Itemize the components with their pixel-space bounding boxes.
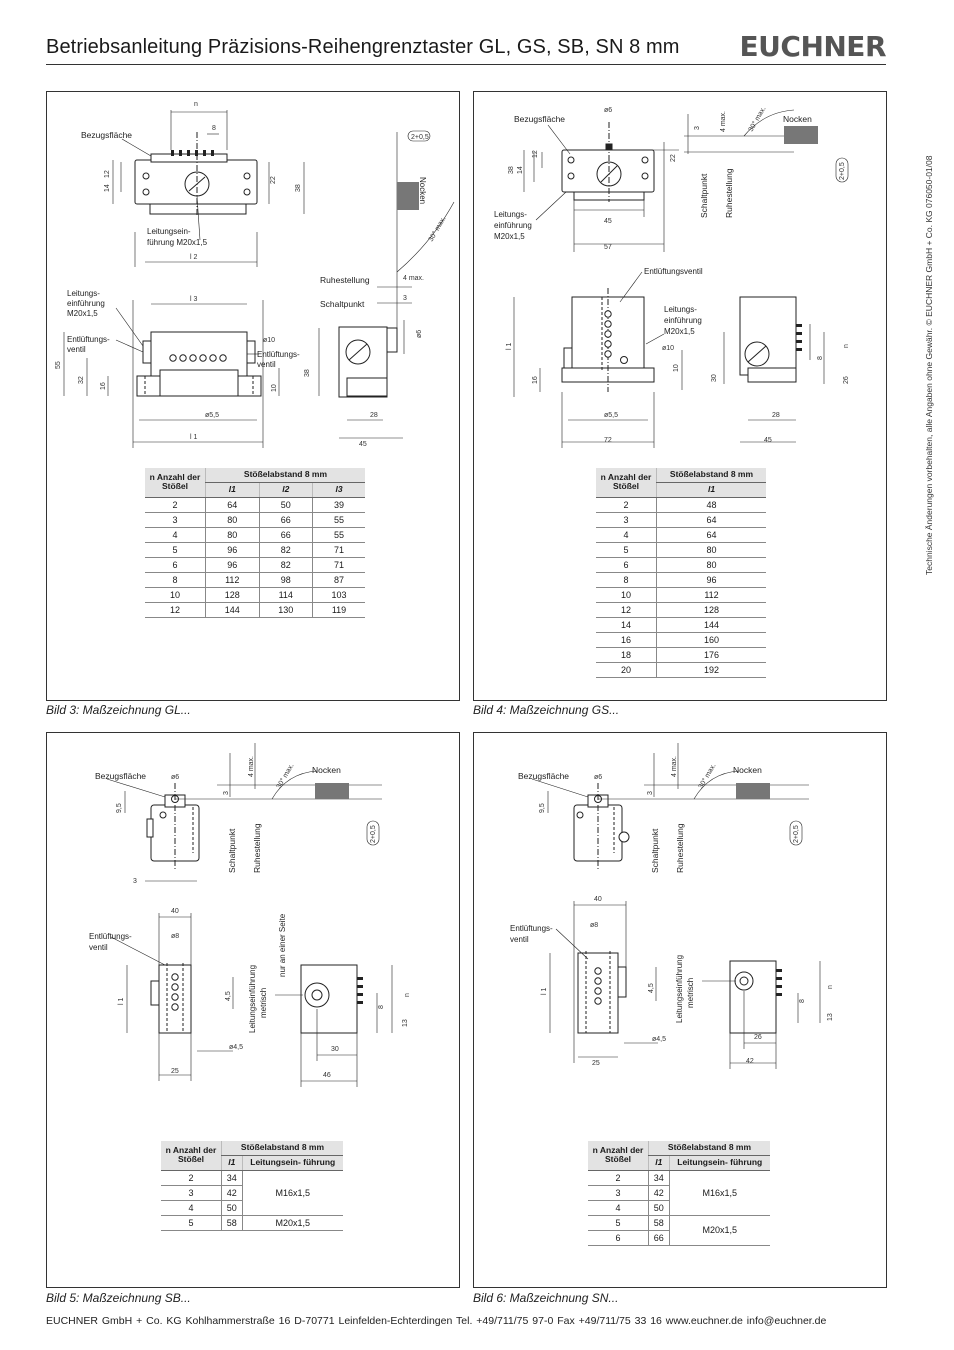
sn-label-leitung1: Leitungseinführung [675, 954, 684, 1023]
gs-label-entl: Entlüftungsventil [644, 267, 703, 276]
drawing-sn [474, 733, 886, 1133]
table-row [596, 527, 766, 542]
gl-dim-3: 3 [403, 295, 407, 302]
gs-label-nocken: Nocken [783, 114, 812, 124]
sb-dim-40: 40 [171, 908, 179, 915]
gl-th-l3: l3 [313, 482, 365, 497]
cell: 4 [596, 527, 657, 542]
sn-dim-13: 13 [827, 1013, 834, 1021]
gl-dim-30: 30° max. [427, 215, 448, 243]
cell: 2 [161, 1170, 222, 1185]
brand-logo: EUCHNER [739, 30, 886, 63]
gl-label-ruhestellung: Ruhestellung [320, 275, 370, 285]
table-row [596, 557, 766, 572]
cell: 128 [206, 587, 260, 602]
table-row [145, 557, 365, 572]
cell: 71 [313, 557, 365, 572]
cell: 64 [657, 512, 767, 527]
cell: 64 [657, 527, 767, 542]
cell: 80 [206, 527, 260, 542]
cell: 50 [259, 497, 313, 512]
cell: M20x1,5 [242, 1215, 343, 1230]
gl-dim-8: 8 [212, 125, 216, 132]
cell: 10 [596, 587, 657, 602]
sb-dim-46: 46 [323, 1072, 331, 1079]
cell: 18 [596, 647, 657, 662]
sb-th-l1: l1 [222, 1155, 243, 1170]
gs-dim-30: 30° max. [747, 105, 768, 133]
cell: 58 [222, 1215, 243, 1230]
gl-label-leitung1: Leitungsein- [147, 227, 191, 236]
sb-label-nocken: Nocken [312, 765, 341, 775]
table-row [145, 527, 365, 542]
cell: 82 [259, 542, 313, 557]
gs-dim-28: 28 [772, 412, 780, 419]
gs-label-ruhestellung: Ruhestellung [724, 168, 734, 218]
cell: 48 [657, 497, 767, 512]
cell: 87 [313, 572, 365, 587]
gl-dim-45: 45 [359, 441, 367, 448]
table-row [161, 1215, 343, 1230]
sn-dim-25: 25 [592, 1060, 600, 1067]
cell: M16x1,5 [669, 1170, 770, 1215]
sn-dim-40: 40 [594, 896, 602, 903]
sb-dim-4: 4 max. [248, 755, 255, 777]
gl-label-entl2a: Entlüftungs- [257, 350, 300, 359]
sn-dim-30: 30° max. [697, 762, 718, 790]
table-row [596, 587, 766, 602]
sb-dim-4-5: 4,5 [225, 991, 232, 1001]
gl-th-l1: l1 [206, 482, 260, 497]
cell: 34 [649, 1170, 670, 1185]
figure-sn [473, 732, 887, 1288]
cell: 8 [145, 572, 206, 587]
gl-label-leitung2a: Leitungs- [67, 289, 100, 298]
page-title: Betriebsanleitung Präzisions-Reihengrenztaster GL, GS, SB, SN 8 mm [46, 36, 680, 58]
cell: 5 [596, 542, 657, 557]
gs-label-leitung2a: Leitungs- [664, 305, 697, 314]
gs-dim-22: 22 [670, 154, 677, 162]
sb-label-leitung2: metrisch [259, 987, 268, 1018]
gs-dim-38: 38 [508, 166, 515, 174]
gl-dim-38: 38 [295, 184, 302, 192]
table-row [596, 572, 766, 587]
cell: 20 [596, 662, 657, 677]
gl-dim-14: 14 [104, 184, 111, 192]
sn-label-leitung2: metrisch [686, 977, 695, 1008]
sb-dim-8: ø8 [171, 933, 180, 940]
sn-side-body [730, 961, 776, 1033]
gs-dim-l1: l 1 [506, 342, 513, 350]
cell: 3 [596, 512, 657, 527]
cell: 6 [145, 557, 206, 572]
cell: 55 [313, 527, 365, 542]
cell: 2 [596, 497, 657, 512]
cell: 50 [649, 1200, 670, 1215]
cell: 160 [657, 632, 767, 647]
gs-label-leitung2c: M20x1,5 [664, 327, 695, 336]
caption-gl: Bild 3: Maßzeichnung GL... [46, 703, 191, 717]
table-row [145, 572, 365, 587]
drawing-sb [47, 733, 459, 1133]
gs-dim-12: 12 [532, 150, 539, 158]
cell: 80 [657, 557, 767, 572]
gs-dim-45b: 45 [764, 437, 772, 444]
table-row [596, 617, 766, 632]
sb-dim-4-5b: ø4,5 [229, 1044, 244, 1051]
sn-th-l1: l1 [649, 1155, 670, 1170]
caption-sb: Bild 5: Maßzeichnung SB... [46, 1291, 191, 1305]
sn-dim-3: 3 [647, 791, 654, 795]
cell: 192 [657, 662, 767, 677]
sb-dim-3: 3 [223, 791, 230, 795]
table-row [596, 647, 766, 662]
cell: 39 [313, 497, 365, 512]
sn-th-n: n Anzahl der Stößel [588, 1141, 649, 1170]
table-row [596, 497, 766, 512]
table-row [596, 542, 766, 557]
gl-spec-table [145, 468, 365, 618]
sn-dim-42: 42 [746, 1058, 754, 1065]
gs-th-n: n Anzahl der Stößel [596, 468, 657, 497]
cell: 144 [206, 602, 260, 617]
sb-dim-6: ø6 [171, 774, 180, 781]
gl-dim-n: n [194, 101, 198, 108]
cell: 58 [649, 1215, 670, 1230]
gs-dim-3: 3 [694, 126, 701, 130]
gl-th-l2: l2 [259, 482, 313, 497]
cell: 128 [657, 602, 767, 617]
figure-sb [46, 732, 460, 1288]
sn-dim-9-5: 9,5 [539, 803, 546, 813]
cell: M20x1,5 [669, 1215, 770, 1245]
cell: 112 [657, 587, 767, 602]
gl-label-entl1a: Entlüftungs- [67, 335, 110, 344]
gs-label-bezugsflaeche: Bezugsfläche [514, 114, 566, 124]
gs-cam [784, 126, 818, 144]
sn-dim-l1: l 1 [541, 987, 548, 995]
sn-label-entl1: Entlüftungs- [510, 924, 553, 933]
cell: 8 [596, 572, 657, 587]
gs-dim-16: 16 [532, 376, 539, 384]
table-row [145, 542, 365, 557]
side-note [922, 95, 936, 575]
gl-dim-tol: 2+0,5 [411, 134, 429, 141]
sb-dim-30b: 30 [331, 1046, 339, 1053]
gl-th-group: Stößelabstand 8 mm [206, 468, 366, 482]
sb-dim-tol: 2+0,5 [370, 825, 377, 843]
gs-dim-8: 8 [817, 356, 824, 360]
cell: 119 [313, 602, 365, 617]
gs-dim-5-5: ø5,5 [604, 412, 619, 419]
sb-label-leitung1: Leitungseinführung [248, 964, 257, 1033]
cell: 144 [657, 617, 767, 632]
sn-label-ruhestellung: Ruhestellung [675, 823, 685, 873]
sb-dim-9-5: 9,5 [116, 803, 123, 813]
gl-dim-6: ø6 [416, 329, 423, 338]
header-divider [46, 64, 886, 65]
gs-dim-tol: 2+0,5 [839, 162, 846, 180]
cell: 96 [206, 542, 260, 557]
sb-label-schaltpunkt: Schaltpunkt [227, 828, 237, 873]
sb-dim-8b: 8 [378, 1005, 385, 1009]
sb-dim-30: 30° max. [275, 762, 296, 790]
cell: 80 [206, 512, 260, 527]
figure-gs [473, 91, 887, 701]
gl-dim-5-5: ø5,5 [205, 412, 220, 419]
gl-dim-55: 55 [55, 361, 62, 369]
sb-label-bezugsflaeche: Bezugsfläche [95, 771, 147, 781]
sn-th-le: Leitungsein- führung [669, 1155, 770, 1170]
sn-spec-table [588, 1141, 770, 1246]
gl-th-n: n Anzahl der Stößel [145, 468, 206, 497]
table-row [145, 512, 365, 527]
sb-dim-13: 13 [402, 1019, 409, 1027]
sb-spec-table [161, 1141, 343, 1231]
cell: 16 [596, 632, 657, 647]
gs-dim-57: 57 [604, 244, 612, 251]
sb-label-nur: nur an einer Seite [278, 913, 287, 977]
table-row [145, 497, 365, 512]
gl-dim-28: 28 [370, 412, 378, 419]
sb-th-le: Leitungsein- führung [242, 1155, 343, 1170]
cell: 4 [145, 527, 206, 542]
gs-label-leitung2b: einführung [664, 316, 702, 325]
cell: 4 [588, 1200, 649, 1215]
gs-dim-10: 10 [673, 364, 680, 372]
cell: 66 [649, 1230, 670, 1245]
sb-label-ruhestellung: Ruhestellung [252, 823, 262, 873]
gl-dim-4: 4 max. [403, 275, 425, 282]
gl-label-bezugsflaeche: Bezugsfläche [81, 130, 133, 140]
cell: 6 [596, 557, 657, 572]
cell: 3 [588, 1185, 649, 1200]
sn-dim-6: ø6 [594, 774, 603, 781]
sn-dim-4: 4 max. [671, 755, 678, 777]
gs-th-group: Stößelabstand 8 mm [657, 468, 767, 482]
gs-dim-45: 45 [604, 218, 612, 225]
cell: 14 [596, 617, 657, 632]
cell: 5 [145, 542, 206, 557]
gl-label-leitung2c: M20x1,5 [67, 309, 98, 318]
gl-label-leitung2b: einführung [67, 299, 105, 308]
cell: 80 [657, 542, 767, 557]
gl-dim-38b: 38 [304, 369, 311, 377]
cell: 4 [161, 1200, 222, 1215]
cell: 42 [222, 1185, 243, 1200]
sb-label-entl1: Entlüftungs- [89, 932, 132, 941]
gl-dim-10b: 10 [271, 384, 278, 392]
sn-dim-n: n [827, 985, 834, 989]
cell: 64 [206, 497, 260, 512]
gs-label-leitung1b: einführung [494, 221, 532, 230]
sn-label-entl2: ventil [510, 935, 529, 944]
sn-th-group: Stößelabstand 8 mm [649, 1141, 771, 1155]
caption-gs: Bild 4: Maßzeichnung GS... [473, 703, 620, 717]
cell: 3 [161, 1185, 222, 1200]
gl-label-entl2b: ventil [257, 360, 276, 369]
gl-dim-l1: l 1 [190, 434, 198, 441]
sn-dim-4-5b: ø4,5 [652, 1036, 667, 1043]
table-row [596, 632, 766, 647]
sb-dim-3b: 3 [133, 878, 137, 885]
gs-label-leitung1c: M20x1,5 [494, 232, 525, 241]
gs-dim-4: 4 max. [720, 110, 727, 132]
side-note-text: Technische Änderungen vorbehalten, alle Angaben ohne Gewähr. © EUCHNER GmbH + Co. KG 076050-01/08 [924, 155, 934, 575]
gl-dim-12: 12 [104, 170, 111, 178]
gs-spec-table [596, 468, 766, 678]
cell: 130 [259, 602, 313, 617]
sn-cam [736, 783, 770, 799]
sb-dim-l1: l 1 [118, 997, 125, 1005]
cell: 103 [313, 587, 365, 602]
gl-label-entl1b: ventil [67, 345, 86, 354]
gl-dim-16: 16 [100, 382, 107, 390]
cell: 96 [206, 557, 260, 572]
page-footer: EUCHNER GmbH + Co. KG Kohlhammerstraße 16 D-70771 Leinfelden-Echterdingen Tel. +49/711/75 97-0 Fax +49/711/75 33 16 www.euchner.de info@euchner.de [46, 1315, 827, 1327]
gl-cam [397, 182, 419, 210]
sn-dim-4-5: 4,5 [648, 983, 655, 993]
cell: 96 [657, 572, 767, 587]
cell: M16x1,5 [242, 1170, 343, 1215]
gs-th-l1: l1 [657, 482, 767, 497]
gs-dim-14: 14 [517, 166, 524, 174]
gl-dim-22: 22 [270, 176, 277, 184]
sb-label-entl2: ventil [89, 943, 108, 952]
sb-dim-25: 25 [171, 1068, 179, 1075]
cell: 50 [222, 1200, 243, 1215]
gs-dim-26: 26 [843, 376, 850, 384]
sb-th-n: n Anzahl der Stößel [161, 1141, 222, 1170]
cell: 34 [222, 1170, 243, 1185]
sn-dim-26: 26 [754, 1034, 762, 1041]
cell: 176 [657, 647, 767, 662]
gs-dim-72: 72 [604, 437, 612, 444]
sn-label-schaltpunkt: Schaltpunkt [650, 828, 660, 873]
cell: 98 [259, 572, 313, 587]
cell: 3 [145, 512, 206, 527]
table-row [596, 662, 766, 677]
caption-sn: Bild 6: Maßzeichnung SN... [473, 1291, 619, 1305]
gs-label-leitung1a: Leitungs- [494, 210, 527, 219]
cell: 12 [596, 602, 657, 617]
gs-dim-d10: ø10 [662, 345, 675, 352]
gl-dim-l3: l 3 [190, 296, 198, 303]
gs-dim-30b: 30 [711, 374, 718, 382]
sb-cam [315, 783, 349, 799]
cell: 42 [649, 1185, 670, 1200]
cell: 2 [588, 1170, 649, 1185]
gl-label-nocken: Nocken [418, 177, 427, 205]
cell: 6 [588, 1230, 649, 1245]
sn-dim-8b: 8 [799, 999, 806, 1003]
gs-dim-n: n [843, 344, 850, 348]
cell: 10 [145, 587, 206, 602]
sn-dim-8: ø8 [590, 922, 599, 929]
table-row [145, 587, 365, 602]
cell: 114 [259, 587, 313, 602]
sn-dim-tol: 2+0,5 [793, 825, 800, 843]
gs-side-body [740, 297, 796, 375]
table-row [145, 602, 365, 617]
cell: 5 [588, 1215, 649, 1230]
cell: 12 [145, 602, 206, 617]
figure-gl [46, 91, 460, 701]
sb-dim-n: n [404, 993, 411, 997]
cell: 112 [206, 572, 260, 587]
cell: 55 [313, 512, 365, 527]
sn-label-bezugsflaeche: Bezugsfläche [518, 771, 570, 781]
cell: 82 [259, 557, 313, 572]
gl-label-schaltpunkt: Schaltpunkt [320, 299, 365, 309]
cell: 66 [259, 512, 313, 527]
cell: 66 [259, 527, 313, 542]
table-row [596, 602, 766, 617]
sn-label-nocken: Nocken [733, 765, 762, 775]
table-row [588, 1170, 770, 1185]
cell: 71 [313, 542, 365, 557]
table-row [596, 512, 766, 527]
gs-label-schaltpunkt: Schaltpunkt [699, 173, 709, 218]
cell: 2 [145, 497, 206, 512]
gl-dim-l2: l 2 [190, 254, 198, 261]
gs-dim-6: ø6 [604, 107, 613, 114]
gl-dim-10: ø10 [263, 337, 276, 344]
table-row [161, 1170, 343, 1185]
table-row [588, 1215, 770, 1230]
sb-th-group: Stößelabstand 8 mm [222, 1141, 344, 1155]
cell: 5 [161, 1215, 222, 1230]
gl-dim-32: 32 [78, 376, 85, 384]
gl-label-leitung1b: führung M20x1,5 [147, 238, 208, 247]
